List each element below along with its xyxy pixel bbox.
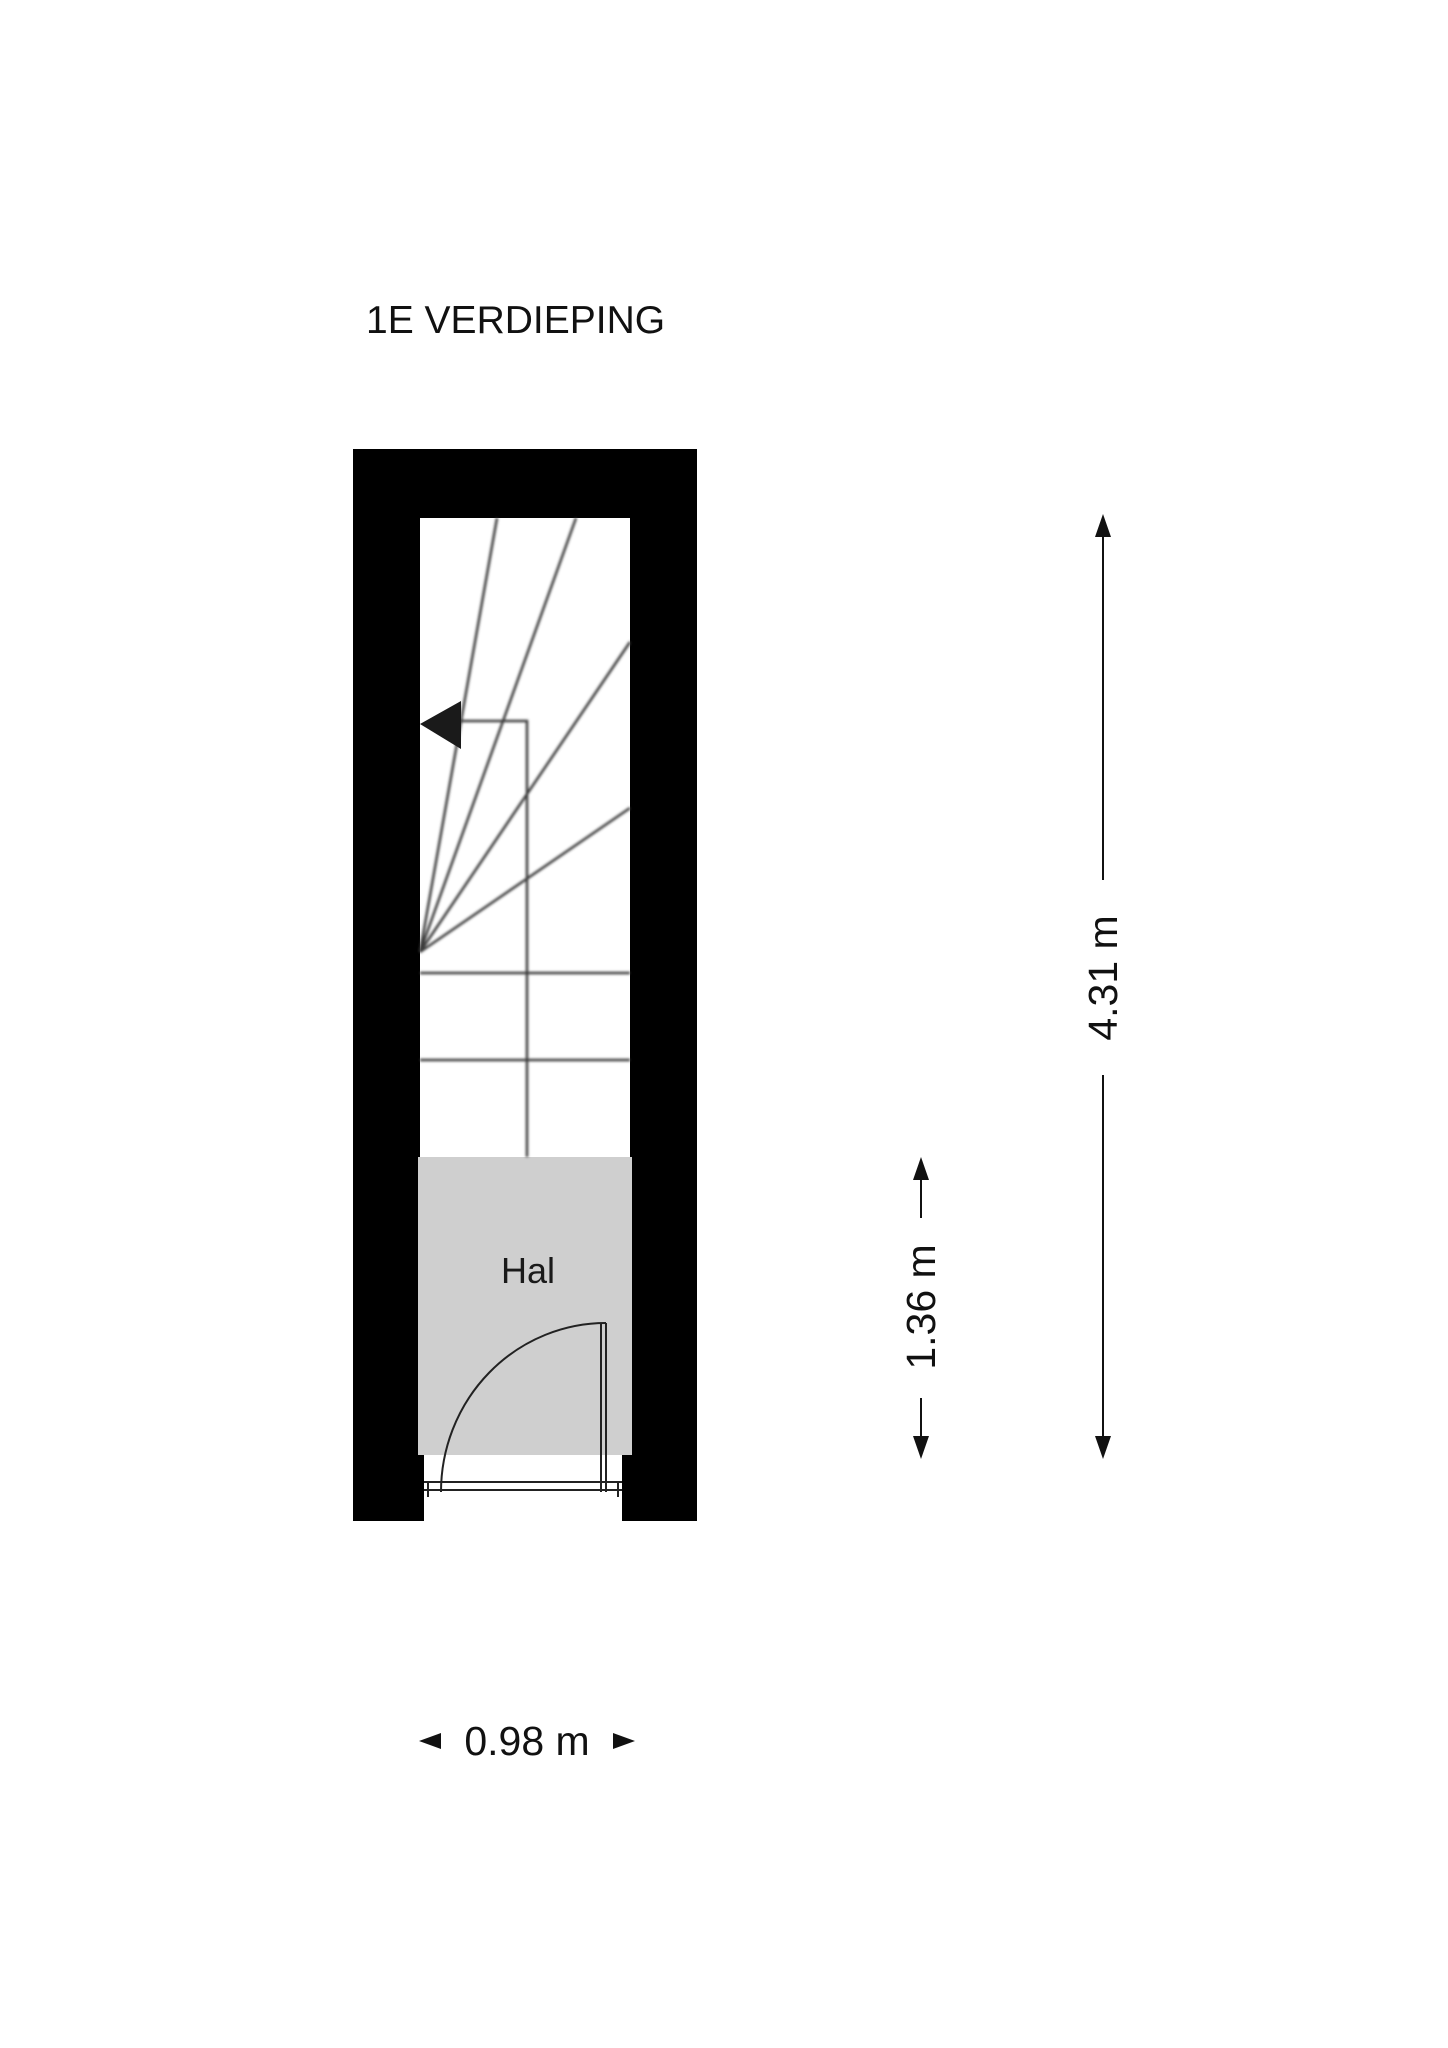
room-label-hal: Hal (500, 1250, 556, 1291)
hall-length-dimension (898, 1157, 944, 1459)
arrow-down-icon (913, 1436, 929, 1459)
width-dimension-label: 0.98 m (464, 1718, 590, 1764)
arrow-up-icon (913, 1157, 929, 1180)
width-dimension (419, 1718, 635, 1764)
door-opening (424, 1455, 622, 1521)
hall-area (418, 1157, 632, 1455)
floor-title: 1E VERDIEPING (366, 299, 666, 342)
arrow-down-icon (1095, 1436, 1111, 1459)
total-length-dimension (1080, 514, 1126, 1459)
total-length-label: 4.31 m (1080, 915, 1126, 1041)
arrow-right-icon (613, 1733, 635, 1749)
arrow-up-icon (1095, 514, 1111, 537)
hall-length-label: 1.36 m (898, 1244, 944, 1370)
arrow-left-icon (419, 1733, 441, 1749)
